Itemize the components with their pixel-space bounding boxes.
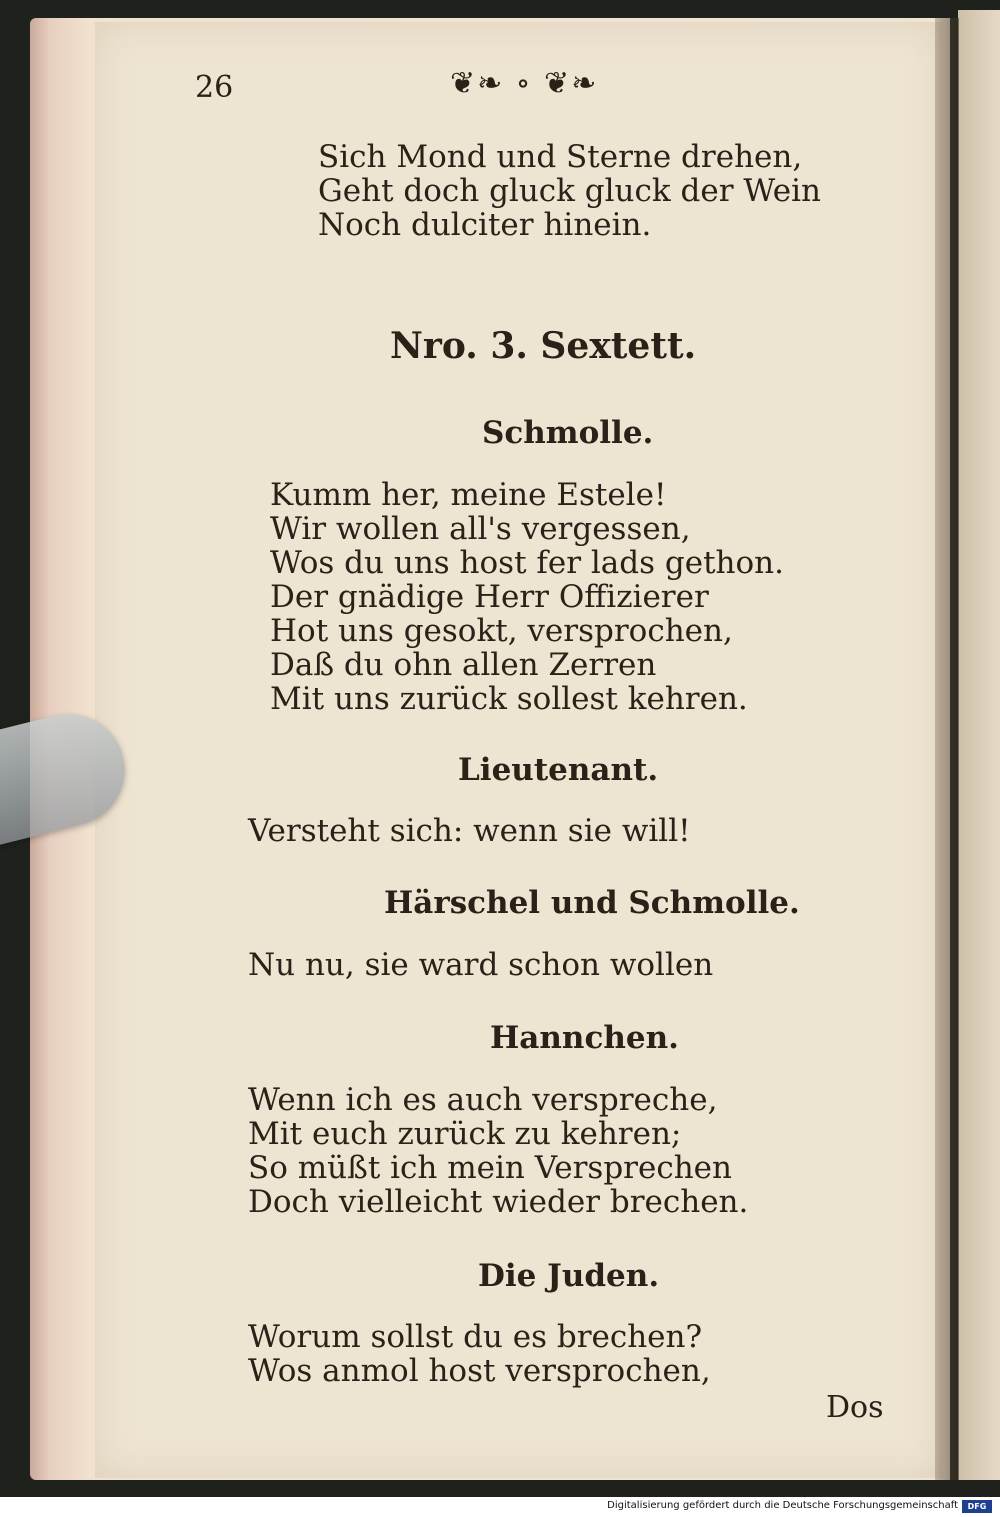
verse-line: Wir wollen all's vergessen, (270, 511, 691, 547)
verse-line: Der gnädige Herr Offizierer (270, 579, 709, 615)
dfg-logo: DFG (962, 1500, 992, 1513)
section-heading: Nro. 3. Sextett. (390, 325, 697, 367)
verse-line: Kumm her, meine Estele! (270, 477, 667, 513)
verse-line: Wos anmol host versprochen, (248, 1353, 711, 1389)
speaker-name: Hannchen. (490, 1020, 679, 1056)
speaker-name: Die Juden. (478, 1258, 660, 1294)
speaker-name: Härschel und Schmolle. (384, 885, 800, 921)
speaker-name: Lieutenant. (458, 752, 659, 788)
verse-line: Hot uns gesokt, versprochen, (270, 613, 733, 649)
verse-line: Versteht sich: wenn sie will! (248, 813, 691, 849)
verse-line: Geht doch gluck gluck der Wein (318, 173, 821, 209)
verse-line: Mit euch zurück zu kehren; (248, 1116, 682, 1152)
verse-line: Sich Mond und Sterne drehen, (318, 139, 803, 175)
book-gutter (935, 18, 959, 1480)
facing-page-edge (958, 10, 1000, 1480)
header-ornament: ❦❧ ∘ ❦❧ (450, 66, 599, 101)
verse-line: Wos du uns host fer lads gethon. (270, 545, 784, 581)
verse-line: Wenn ich es auch verspreche, (248, 1082, 718, 1118)
catchword: Dos (826, 1390, 884, 1425)
verse-line: Nu nu, sie ward schon wollen (248, 947, 714, 983)
verse-line: Worum sollst du es brechen? (248, 1319, 703, 1355)
verse-line: Noch dulciter hinein. (318, 207, 652, 243)
speaker-name: Schmolle. (482, 415, 654, 451)
footer-credit: Digitalisierung gefördert durch die Deutsche Forschungsgemeinschaft (607, 1500, 958, 1511)
verse-line: Doch vielleicht wieder brechen. (248, 1184, 749, 1220)
verse-line: So müßt ich mein Versprechen (248, 1150, 732, 1186)
page-number: 26 (195, 70, 234, 105)
verse-line: Mit uns zurück sollest kehren. (270, 681, 748, 717)
verse-line: Daß du ohn allen Zerren (270, 647, 657, 683)
footer-bar (0, 1497, 1000, 1517)
